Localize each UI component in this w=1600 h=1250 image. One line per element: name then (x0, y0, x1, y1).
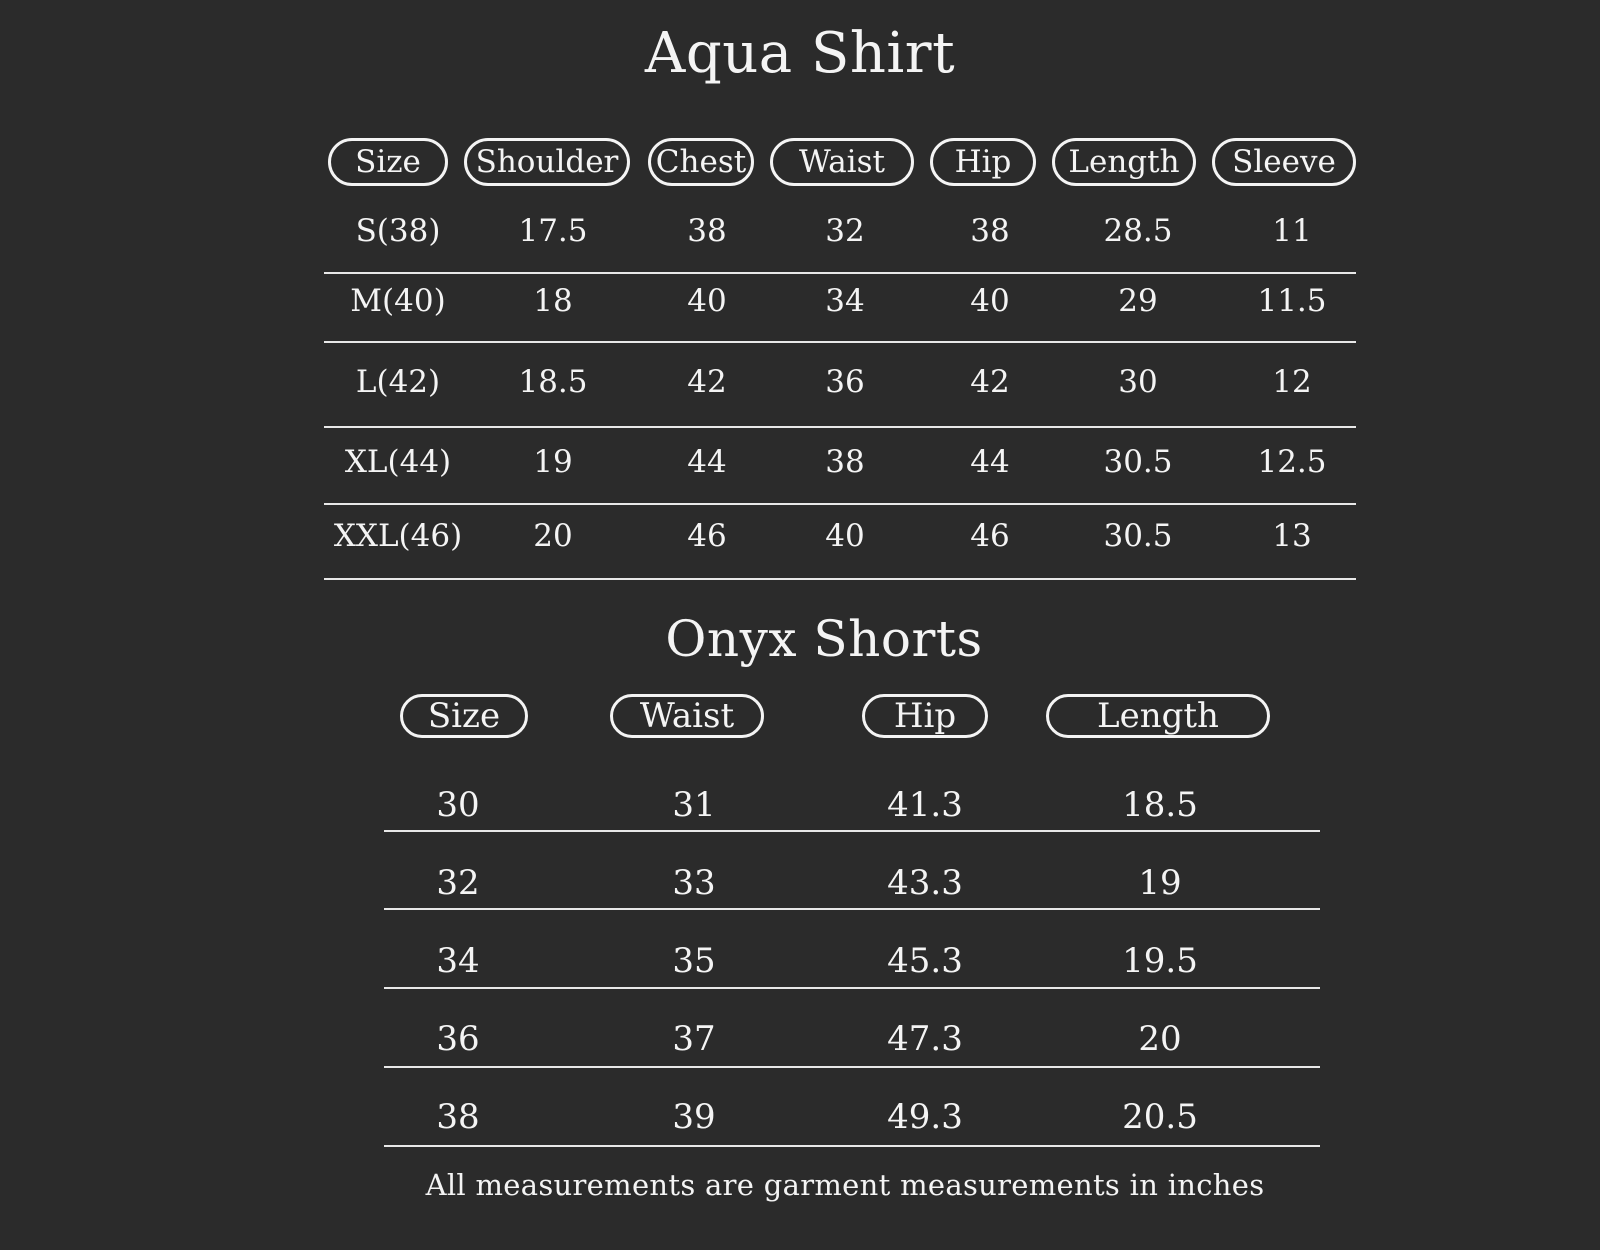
shorts-cell: 20.5 (1122, 1097, 1198, 1137)
shirt-cell: 19 (533, 444, 573, 480)
shirt-cell: 44 (970, 444, 1010, 480)
shorts-header-row (0, 694, 1600, 746)
shirt-cell: 44 (687, 444, 727, 480)
shorts-row-divider (384, 830, 1320, 832)
shirt-cell: 38 (687, 213, 727, 249)
shorts-header-hip: Hip (862, 694, 988, 738)
shirt-cell: M(40) (350, 283, 446, 319)
shirt-row-divider (324, 341, 1356, 343)
shirt-header-hip: Hip (930, 138, 1036, 186)
shorts-cell: 41.3 (887, 785, 963, 825)
shirt-cell: 11 (1272, 213, 1312, 249)
shorts-header-length: Length (1046, 694, 1270, 738)
shirt-header-sleeve: Sleeve (1212, 138, 1356, 186)
shirt-header-length: Length (1052, 138, 1196, 186)
shirt-cell: 32 (825, 213, 865, 249)
shorts-cell: 19.5 (1122, 941, 1198, 981)
shirt-cell: 29 (1118, 283, 1158, 319)
shirt-cell: 46 (687, 518, 727, 554)
shirt-cell: 18 (533, 283, 573, 319)
shirt-cell: 20 (533, 518, 573, 554)
shorts-cell: 35 (672, 941, 716, 981)
shirt-cell: 17.5 (518, 213, 588, 249)
shirt-row-divider (324, 578, 1356, 580)
shirt-header-waist: Waist (770, 138, 914, 186)
shorts-header-size: Size (400, 694, 528, 738)
shirt-cell: 12.5 (1257, 444, 1327, 480)
shorts-cell: 38 (436, 1097, 480, 1137)
shirt-header-shoulder: Shoulder (464, 138, 630, 186)
shirt-row-divider (324, 272, 1356, 274)
shorts-cell: 32 (436, 863, 480, 903)
shirt-title: Aqua Shirt (644, 21, 956, 86)
shirt-cell: 34 (825, 283, 865, 319)
shirt-cell: S(38) (355, 213, 441, 249)
shirt-row-divider (324, 426, 1356, 428)
shorts-cell: 20 (1138, 1019, 1182, 1059)
shirt-cell: 30.5 (1103, 518, 1173, 554)
measurement-footnote: All measurements are garment measurements in inches (425, 1168, 1265, 1202)
shorts-cell: 34 (436, 941, 480, 981)
shirt-cell: 11.5 (1257, 283, 1327, 319)
shorts-row-divider (384, 908, 1320, 910)
shirt-cell: 18.5 (518, 364, 588, 400)
shirt-cell: 28.5 (1103, 213, 1173, 249)
shirt-cell: 30.5 (1103, 444, 1173, 480)
shirt-cell: XXL(46) (333, 518, 463, 554)
shirt-cell: 36 (825, 364, 865, 400)
shirt-cell: L(42) (355, 364, 441, 400)
shirt-header-chest: Chest (648, 138, 754, 186)
shorts-header-waist: Waist (610, 694, 764, 738)
shirt-cell: 13 (1272, 518, 1312, 554)
shirt-row-divider (324, 503, 1356, 505)
shorts-row-divider (384, 1145, 1320, 1147)
shirt-cell: 40 (970, 283, 1010, 319)
shorts-cell: 18.5 (1122, 785, 1198, 825)
shorts-cell: 49.3 (887, 1097, 963, 1137)
shorts-cell: 37 (672, 1019, 716, 1059)
shirt-cell: 42 (970, 364, 1010, 400)
shirt-cell: 40 (825, 518, 865, 554)
shirt-cell: 38 (825, 444, 865, 480)
shorts-cell: 43.3 (887, 863, 963, 903)
shorts-title: Onyx Shorts (665, 610, 983, 668)
shirt-cell: XL(44) (344, 444, 452, 480)
shorts-cell: 19 (1138, 863, 1182, 903)
shorts-row-divider (384, 987, 1320, 989)
shorts-cell: 45.3 (887, 941, 963, 981)
shirt-header-row (0, 138, 1600, 190)
shorts-cell: 36 (436, 1019, 480, 1059)
shorts-cell: 39 (672, 1097, 716, 1137)
shorts-cell: 30 (436, 785, 480, 825)
shorts-cell: 31 (672, 785, 716, 825)
shorts-row-divider (384, 1066, 1320, 1068)
shirt-cell: 42 (687, 364, 727, 400)
shirt-cell: 46 (970, 518, 1010, 554)
shirt-cell: 38 (970, 213, 1010, 249)
shorts-cell: 33 (672, 863, 716, 903)
shorts-cell: 47.3 (887, 1019, 963, 1059)
shirt-cell: 30 (1118, 364, 1158, 400)
shirt-cell: 40 (687, 283, 727, 319)
shirt-header-size: Size (328, 138, 448, 186)
shirt-cell: 12 (1272, 364, 1312, 400)
